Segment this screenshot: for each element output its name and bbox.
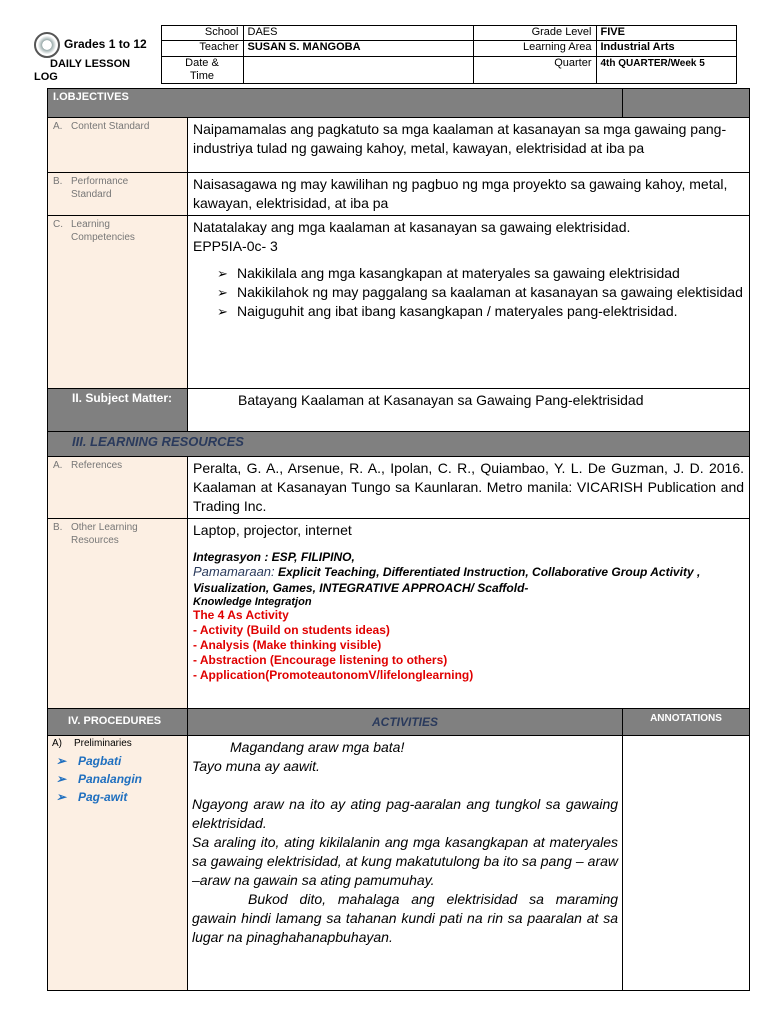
lesson-intro-text: Ngayong araw na ito ay ating pag-aaralan ang tungkol sa gawaing elektrisidad. <box>192 796 619 831</box>
competency-item: ➢ Naiguguhit ang ibat ibang kasangkapan / materyales pang-elektrisidad. <box>217 302 744 321</box>
preliminaries-cell <box>48 736 188 991</box>
performance-standard-text: Naisasagawa ng may kawilihan ng pagbuo ng mga proyekto sa gawaing kahoy, metal, kawayan, elektrisidad, at iba pa <box>188 173 750 216</box>
school-value: DAES <box>243 26 473 41</box>
subject-matter-label: II. Subject Matter: <box>48 389 188 432</box>
competency-item: ➢ Nakikilala ang mga kasangkapan at materyales sa gawaing elektrisidad <box>217 264 744 283</box>
four-as-item: - Application(PromoteautonomV/lifelonglearning) <box>193 668 474 682</box>
learning-competencies-label: C. Learning Competencies <box>48 216 188 389</box>
header-logo-cell <box>34 26 161 84</box>
quarter-label: Quarter <box>473 56 596 84</box>
learning-competencies-text: Natatalakay ang mga kaalaman at kasanayan sa gawaing elektrisidad. EPP5IA-0c- 3 ➢ Nakikilala ang mga kasangkapan at materyales sa gawaing elektrisidad ➢ Nakikilahok ng may paggalang sa kaalaman at kasanayan sa gawaing elektisidad ➢ Naiguguhit ang ibat ibang kasangkapan / materyales pang-elektrisidad. <box>188 216 750 389</box>
content-standard-label: A. Content Standard <box>48 118 188 173</box>
deped-seal-icon <box>34 32 60 58</box>
four-as-item: - Abstraction (Encourage listening to others) <box>193 653 448 667</box>
procedures-header-row <box>48 709 750 736</box>
greeting-text: Magandang araw mga bata! <box>230 739 405 755</box>
preliminary-item: ➢ Pagbati <box>56 752 183 770</box>
resources-header-row <box>48 432 750 457</box>
area-label: Learning Area <box>473 41 596 56</box>
area-value: Industrial Arts <box>596 41 736 56</box>
school-label: School <box>161 26 243 41</box>
four-as-title: The 4 As Activity <box>193 608 289 622</box>
other-resources-label: B. Other Learning Resources <box>48 519 188 709</box>
preliminaries-list <box>52 752 183 806</box>
objectives-header-row <box>48 89 750 118</box>
four-as-item: - Activity (Build on students ideas) <box>193 623 390 637</box>
annotations-cell <box>623 736 750 991</box>
annotations-title: ANNOTATIONS <box>623 709 750 736</box>
competency-list <box>193 264 744 321</box>
grade-value: FIVE <box>596 26 736 41</box>
methods-text: Pamamaraan: Explicit Teaching, Differentiated Instruction, Collaborative Group Activity , Visualization, Games, INTEGRATIVE APPROACH/ Scaffold- <box>193 564 701 595</box>
teacher-label: Teacher <box>161 41 243 56</box>
activities-cell <box>188 736 623 991</box>
objectives-title: I.OBJECTIVES <box>48 89 623 118</box>
preliminary-item: ➢ Pag-awit <box>56 788 183 806</box>
lesson-table <box>47 88 750 991</box>
competency-item: ➢ Nakikilahok ng may paggalang sa kaalaman at kasanayan sa gawaing elektisidad <box>217 283 744 302</box>
grade-label: Grade Level <box>473 26 596 41</box>
dll-title-1: DAILY LESSON <box>50 57 131 70</box>
preliminary-item: ➢ Panalangin <box>56 770 183 788</box>
lesson-aim-text: Sa araling ito, ating kikilalanin ang mga kasangkapan at materyales sa gawaing elektrisidad, at kung makatutulong ba ito sa pang – araw –araw na gawain sa ating pamumuhay. <box>192 834 619 888</box>
other-resources-cell <box>188 519 750 709</box>
date-value <box>243 56 473 84</box>
header-table <box>34 25 737 84</box>
preliminaries-label: A) Preliminaries <box>52 738 132 749</box>
lesson-importance-text: Bukod dito, mahalaga ang elektrisidad sa maraming gawain hindi lamang sa tahanan kundi pati na rin sa paaralan at sa lugar na pinaghahanapbuhayan. <box>192 891 619 945</box>
other-resources-text: Laptop, projector, internet <box>193 522 352 538</box>
content-standard-text: Naipamamalas ang pagkatuto sa mga kaalaman at kasanayan sa mga gawaing pang-industriya tulad ng gawaing kahoy, metal, kawayan, elektrisidad at iba pa <box>188 118 750 173</box>
activities-title: ACTIVITIES <box>188 709 623 736</box>
dll-title-2: LOG <box>34 70 58 83</box>
subject-matter-text: Batayang Kaalaman at Kasanayan sa Gawaing Pang-elektrisidad <box>188 389 750 432</box>
song-text: Tayo muna ay aawit. <box>192 758 320 774</box>
teacher-value: SUSAN S. MANGOBA <box>243 41 473 56</box>
program-title: Grades 1 to 12 <box>64 36 147 51</box>
methods-tail: Knowledge Integratjon <box>193 596 312 608</box>
references-label: A. References <box>48 457 188 519</box>
four-as-item: - Analysis (Make thinking visible) <box>193 638 382 652</box>
date-label: Date & Time <box>161 56 243 84</box>
resources-title: III. LEARNING RESOURCES <box>48 432 750 457</box>
performance-standard-label: B. Performance Standard <box>48 173 188 216</box>
quarter-value: 4th QUARTER/Week 5 <box>596 56 736 84</box>
references-text: Peralta, G. A., Arsenue, R. A., Ipolan, C. R., Quiambao, Y. L. De Guzman, J. D. 2016. Kaalaman at Kasanayan Tungo sa Kaunlaran. Metro manila: VICARISH Publication and Trading Inc. <box>188 457 750 519</box>
procedures-title: IV. PROCEDURES <box>48 709 188 736</box>
integration-text: Integrasyon : ESP, FILIPINO, <box>193 550 355 564</box>
